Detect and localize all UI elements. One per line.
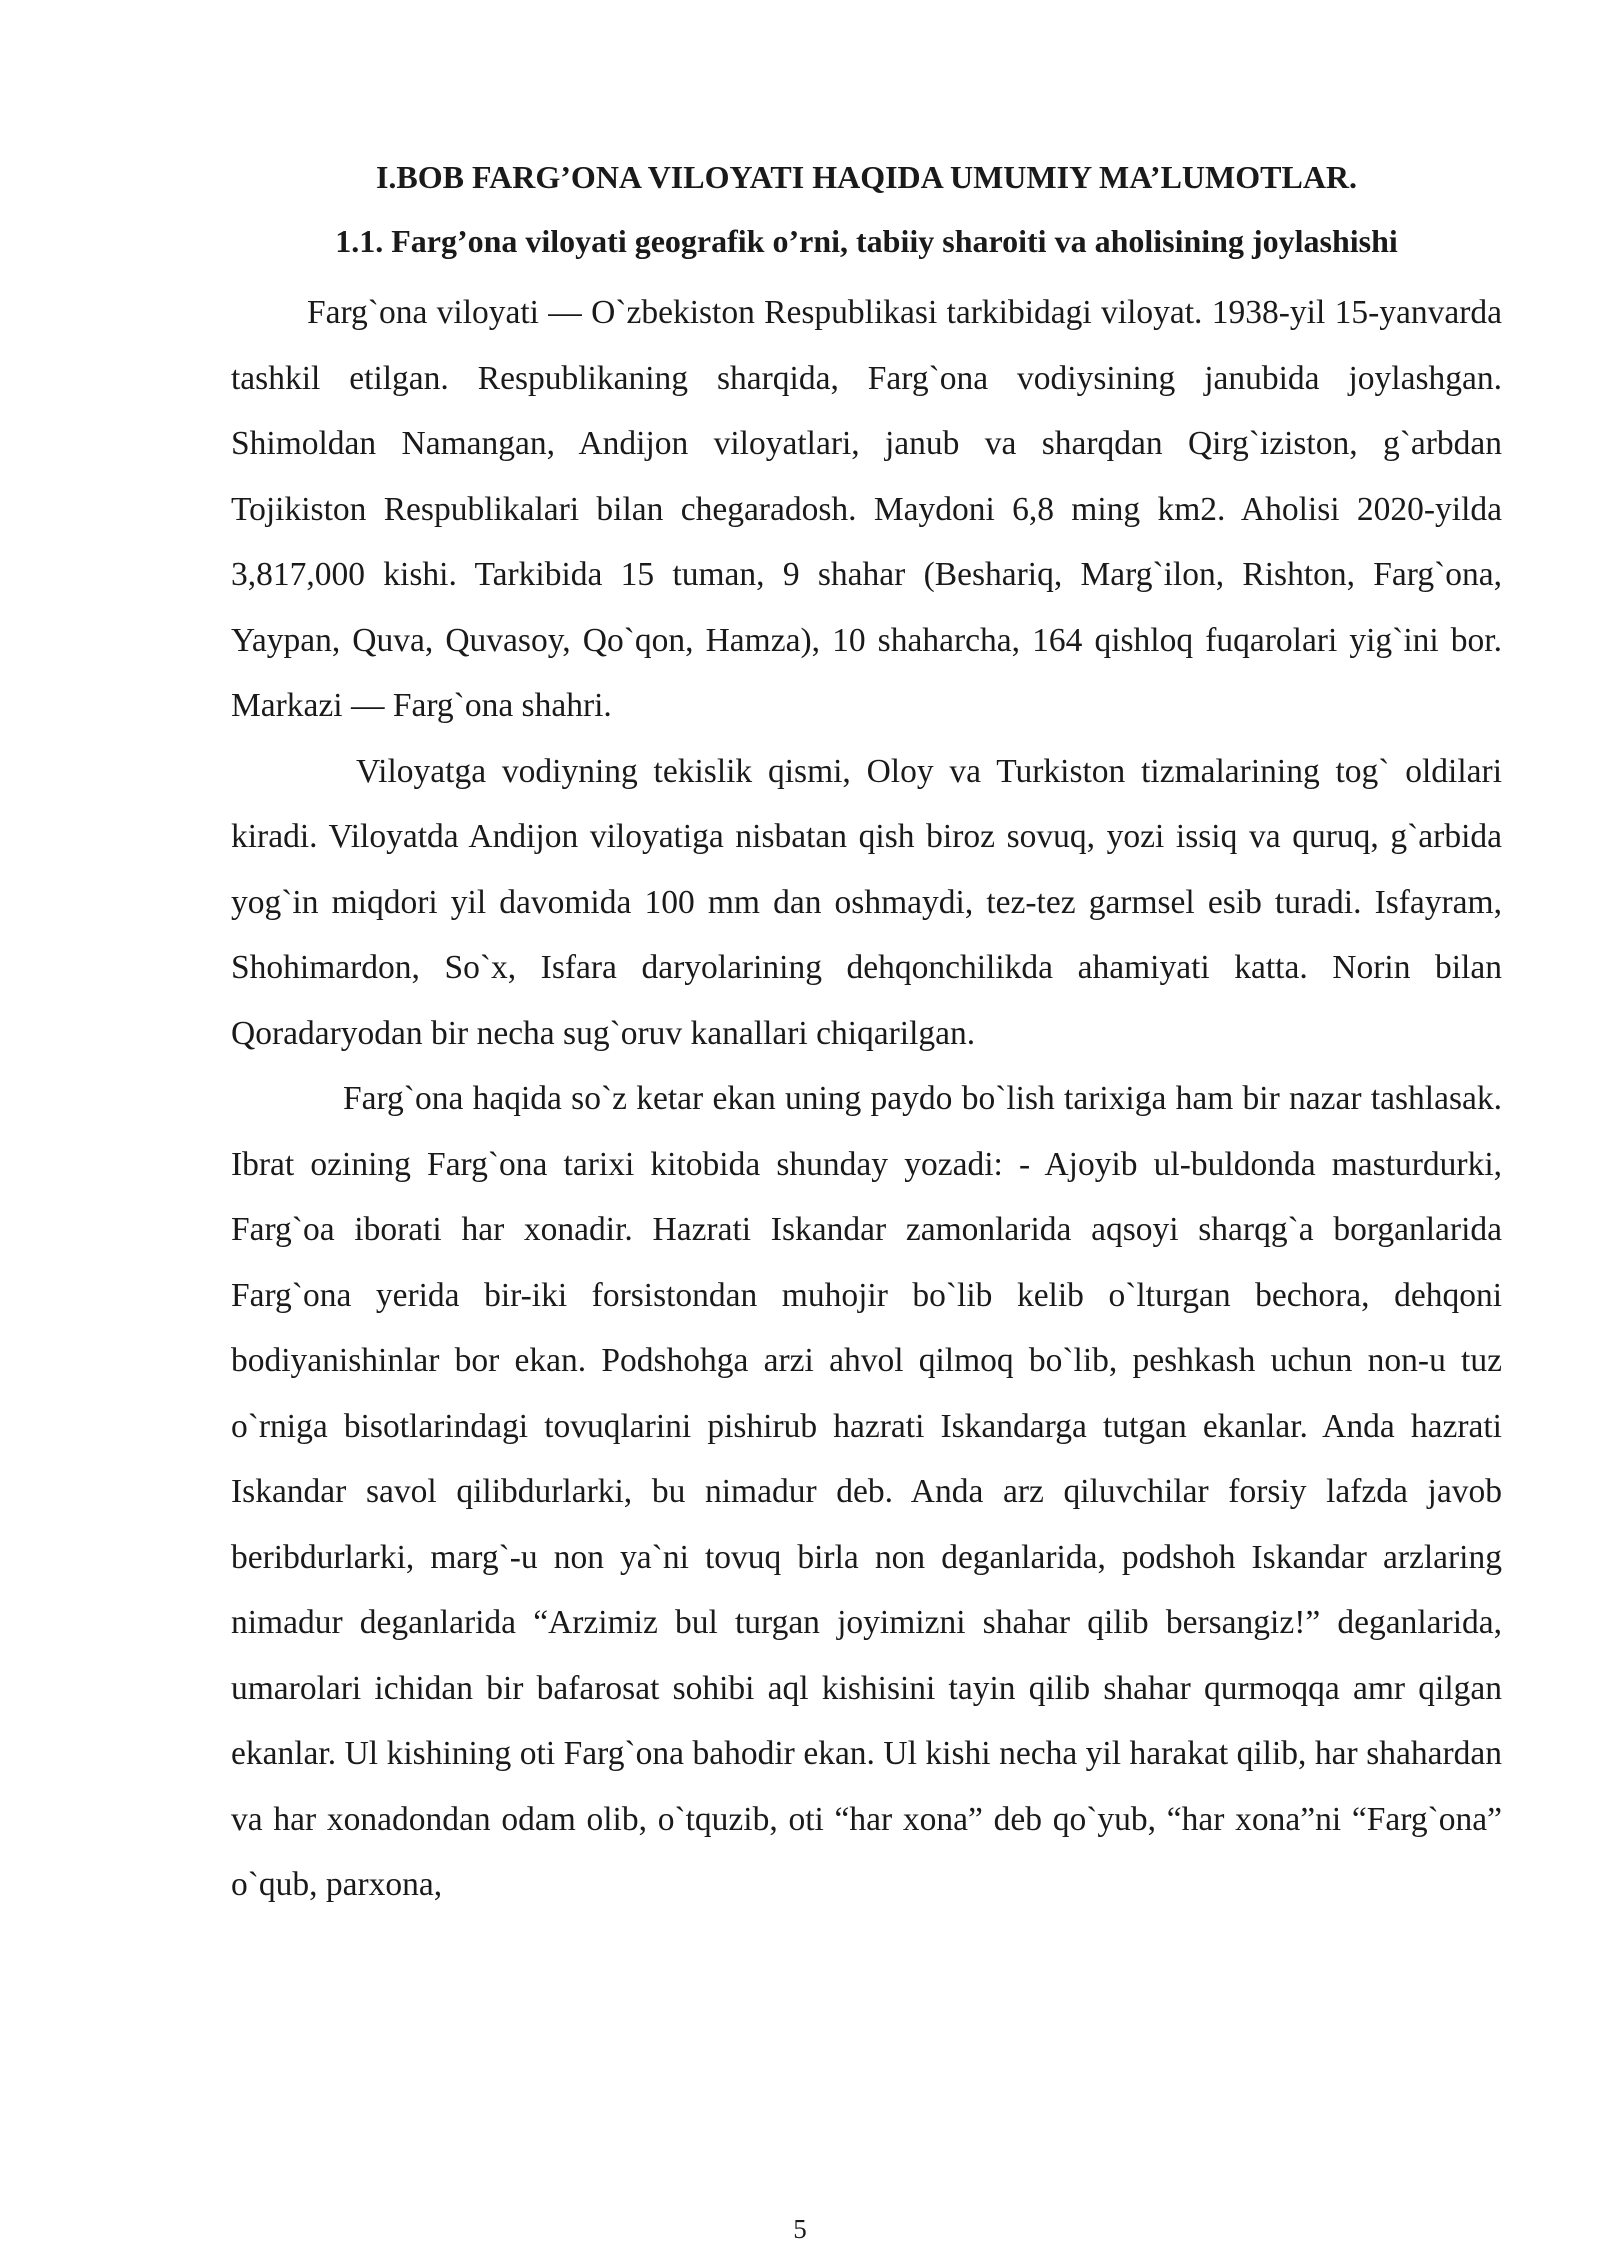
- section-title: Farg’ona viloyati geografik o’rni, tabiiy sharoiti va aholisining joylashishi: [391, 223, 1398, 259]
- paragraph: Farg`ona haqida so`z ketar ekan uning paydo bo`lish tarixiga ham bir nazar tashlasak. Ibrat ozining Farg`ona tarixi kitobida shunday yozadi: - Ajoyib ul-buldonda masturdurki, Farg`oa iborati har xonadir. Hazrati Iskandar zamonlarida aqsoyi sharqg`a borganlarida Farg`ona yerida bir-iki forsistondan muhojir bo`lib kelib o`lturgan bechora, dehqoni bodiyanishinlar bor ekan. Podshohga arzi ahvol qilmoq bo`lib, peshkash uchun non-u tuz o`rniga bisotlarindagi tovuqlarini pishirub hazrati Iskandarga tutgan ekanlar. Anda hazrati Iskandar savol qilibdurlarki, bu nimadur deb. Anda arz qiluvchilar forsiy lafzda javob beribdurlarki, marg`-u non ya`ni tovuq birla non deganlarida, podshoh Iskandar arzlaring nimadur deganlarida “Arzimiz bul turgan joyimizni shahar qilib bersangiz!” deganlarida, umarolari ichidan bir bafarosat sohibi aql kishisini tayin qilib shahar qurmoqqa amr qilgan ekanlar. Ul kishining oti Farg`ona bahodir ekan. Ul kishi necha yil harakat qilib, har shahardan va har xonadondan odam olib, o`tquzib, oti “har xona” deb qo`yub, “har xona”ni “Farg`ona” o`qub, parxona,: [231, 1080, 1502, 1903]
- page-number: 5: [793, 2214, 807, 2244]
- section-number: 1.1.: [335, 223, 384, 259]
- section-heading: [231, 219, 1502, 263]
- body-text: [231, 280, 1502, 1918]
- paragraph: Farg`ona viloyati — O`zbekiston Respublikasi tarkibidagi viloyat. 1938-yil 15-yanvarda tashkil etilgan. Respublikaning sharqida, Farg`ona vodiysining janubida joylashgan. Shimoldan Namangan, Andijon viloyatlari, janub va sharqdan Qirg`iziston, g`arbdan Tojikiston Respublikalari bilan chegaradosh. Maydoni 6,8 ming km2. Aholisi 2020-yilda 3,817,000 kishi. Tarkibida 15 tuman, 9 shahar (Beshariq, Marg`ilon, Rishton, Farg`ona, Yaypan, Quva, Quvasoy, Qo`qon, Hamza), 10 shaharcha, 164 qishloq fuqarolari yig`ini bor. Markazi — Farg`ona shahri.: [231, 294, 1502, 724]
- paragraph: Viloyatga vodiyning tekislik qismi, Oloy va Turkiston tizmalarining tog` oldilari kiradi. Viloyatda Andijon viloyatiga nisbatan qish biroz sovuq, yozi issiq va quruq, g`arbida yog`in miqdori yil davomida 100 mm dan oshmaydi, tez-tez garmsel esib turadi. Isfayram, Shohimardon, So`x, Isfara daryolarining dehqonchilikda ahamiyati katta. Norin bilan Qoradaryodan bir necha sug`oruv kanallari chiqarilgan.: [231, 752, 1502, 1052]
- chapter-title: I.BOB FARG’ONA VILOYATI HAQIDA UMUMIY MA’LUMOTLAR.: [375, 159, 1358, 195]
